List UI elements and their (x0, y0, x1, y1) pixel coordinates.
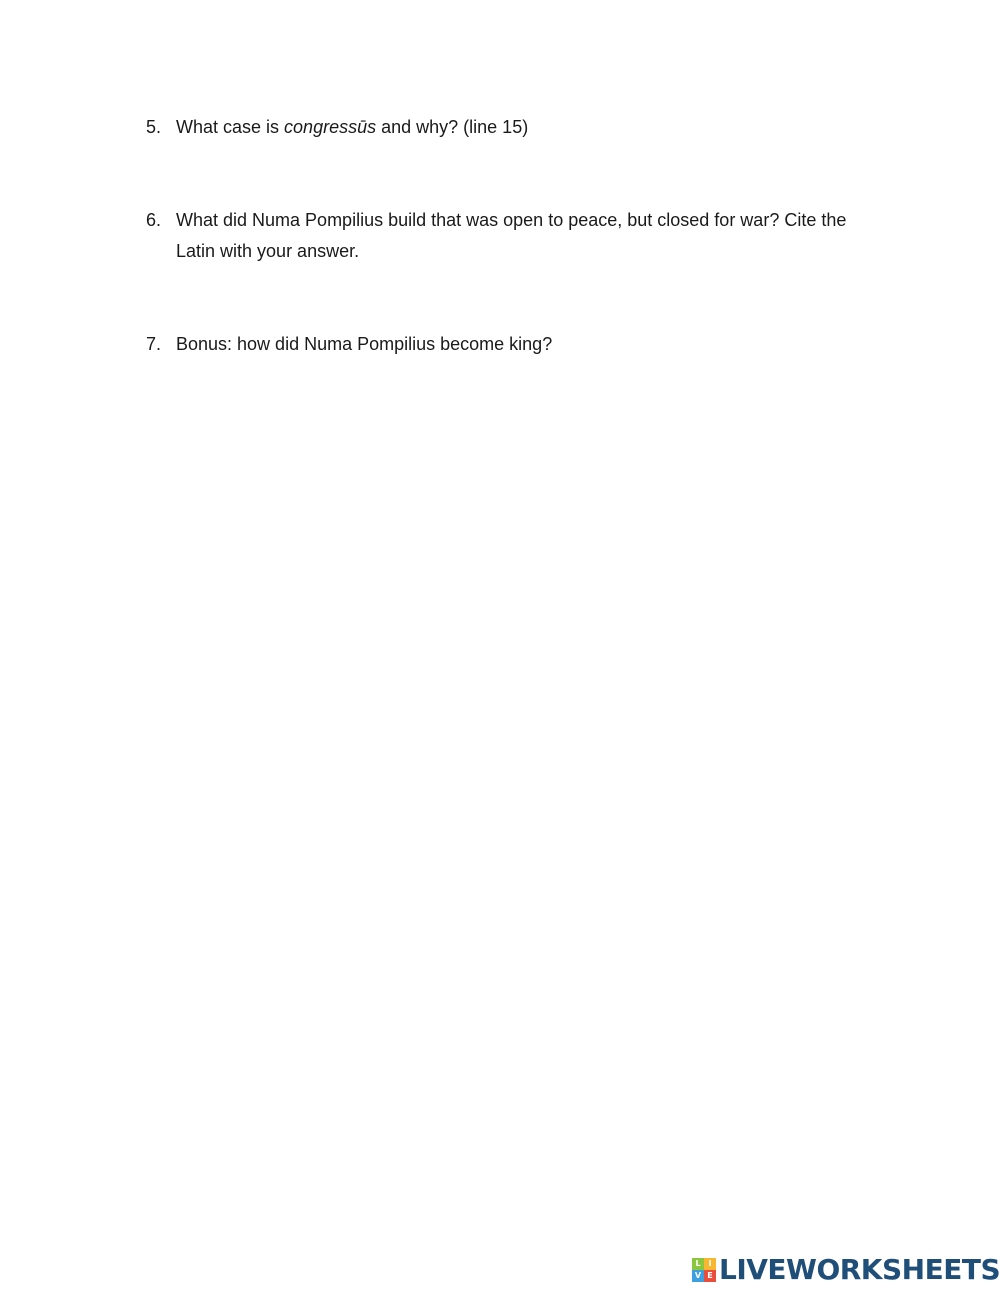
logo-letter-e: E (704, 1270, 716, 1282)
logo-letter-i: I (704, 1258, 716, 1270)
question-text: Bonus: how did Numa Pompilius become king? (176, 334, 553, 354)
liveworksheets-logo (692, 1253, 1000, 1287)
question-6 (146, 205, 866, 267)
logo-letter-v: V (692, 1270, 704, 1282)
question-text-before: What case is (176, 117, 285, 137)
logo-text: LIVEWORKSHEETS (719, 1253, 1000, 1286)
question-number: 6. (146, 210, 162, 230)
question-text-line-1: What did Numa Pompilius build that was open to peace, but closed for war? Cite the (176, 210, 847, 230)
question-text (176, 205, 866, 267)
question-text (176, 112, 866, 143)
logo-mark-icon (692, 1258, 716, 1282)
latin-word: congressūs (284, 117, 377, 137)
question-number: 5. (146, 117, 162, 137)
question-number: 7. (146, 334, 162, 354)
question-5 (146, 112, 866, 143)
logo-letter-l: L (692, 1258, 704, 1270)
question-text-after: and why? (line 15) (376, 117, 529, 137)
question-text-line-2: Latin with your answer. (176, 241, 360, 261)
question-7 (146, 329, 866, 360)
